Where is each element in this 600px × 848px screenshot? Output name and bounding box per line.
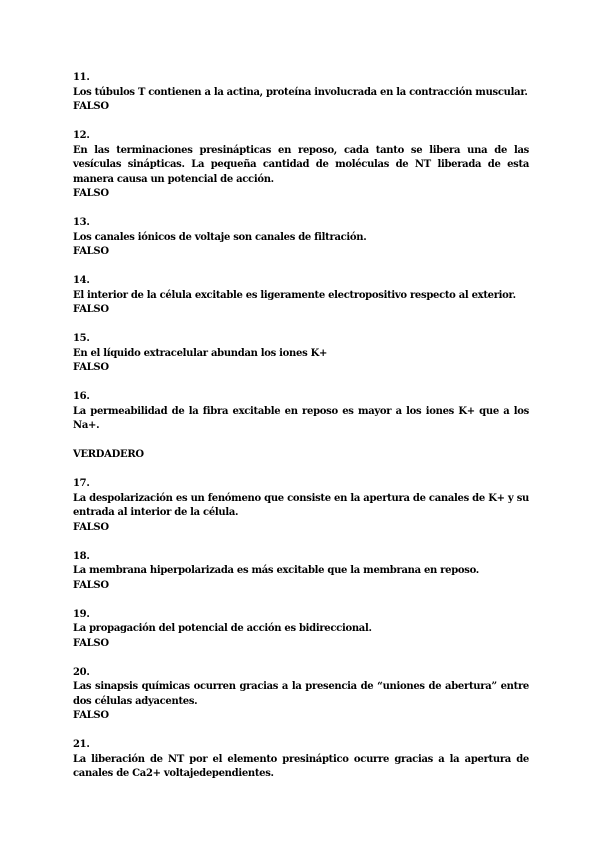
- question-statement: La permeabilidad de la fibra excitable en reposo es mayor a los iones K+ que a los Na+.: [73, 405, 529, 431]
- question-number: 21.: [73, 739, 90, 750]
- question-18: [73, 550, 529, 594]
- question-20: [73, 666, 529, 724]
- question-11: [73, 71, 529, 115]
- question-number: 18.: [73, 550, 90, 562]
- question-answer: FALSO: [73, 188, 109, 199]
- question-number: 17.: [73, 478, 90, 489]
- question-21: [73, 738, 529, 782]
- question-statement: Las sinapsis químicas ocurren gracias a la presencia de “uniones de abertura” entre dos células adyacentes.: [73, 681, 529, 707]
- question-answer: FALSO: [73, 362, 109, 373]
- question-statement: Los canales iónicos de voltaje son canales de filtración.: [73, 231, 367, 243]
- question-12: [73, 129, 529, 202]
- question-answer: FALSO: [73, 101, 109, 112]
- document-page: [73, 71, 529, 796]
- question-answer: FALSO: [73, 637, 109, 649]
- question-statement: El interior de la célula excitable es ligeramente electropositivo respecto al exterior.: [73, 289, 516, 301]
- question-number: 20.: [73, 666, 90, 678]
- question-number: 11.: [73, 72, 90, 83]
- question-statement: En las terminaciones presinápticas en reposo, cada tanto se libera una de las vesículas sinápticas. La pequeña cantidad de moléculas de NT liberada de esta manera causa un potencial de acción.: [73, 144, 529, 185]
- question-15: [73, 332, 529, 376]
- question-19: [73, 608, 529, 652]
- question-answer: FALSO: [73, 521, 109, 533]
- question-answer: FALSO: [73, 246, 109, 257]
- question-statement: La membrana hiperpolarizada es más excitable que la membrana en reposo.: [73, 565, 479, 576]
- question-answer: FALSO: [73, 710, 109, 721]
- question-13: [73, 216, 529, 260]
- question-number: 14.: [73, 275, 90, 286]
- blank-line: [73, 434, 529, 449]
- question-17: [73, 477, 529, 535]
- question-number: 13.: [73, 217, 90, 228]
- question-number: 19.: [73, 608, 90, 620]
- question-number: 15.: [73, 333, 90, 344]
- question-number: 16.: [73, 391, 90, 402]
- question-statement: Los túbulos T contienen a la actina, proteína involucrada en la contracción muscular.: [73, 86, 528, 98]
- question-number: 12.: [73, 130, 90, 141]
- question-answer: FALSO: [73, 304, 109, 315]
- question-answer: FALSO: [73, 579, 109, 591]
- question-14: [73, 274, 529, 318]
- question-statement: En el líquido extracelular abundan los iones K+: [73, 347, 328, 359]
- question-statement: La despolarización es un fenómeno que consiste en la apertura de canales de K+ y su entrada al interior de la célula.: [73, 492, 529, 518]
- question-answer: VERDADERO: [73, 449, 144, 460]
- question-16: [73, 390, 529, 463]
- question-statement: La propagación del potencial de acción es bidireccional.: [73, 623, 372, 634]
- question-statement: La liberación de NT por el elemento presináptico ocurre gracias a la apertura de canales de Ca2+ voltajedependientes.: [73, 753, 529, 779]
